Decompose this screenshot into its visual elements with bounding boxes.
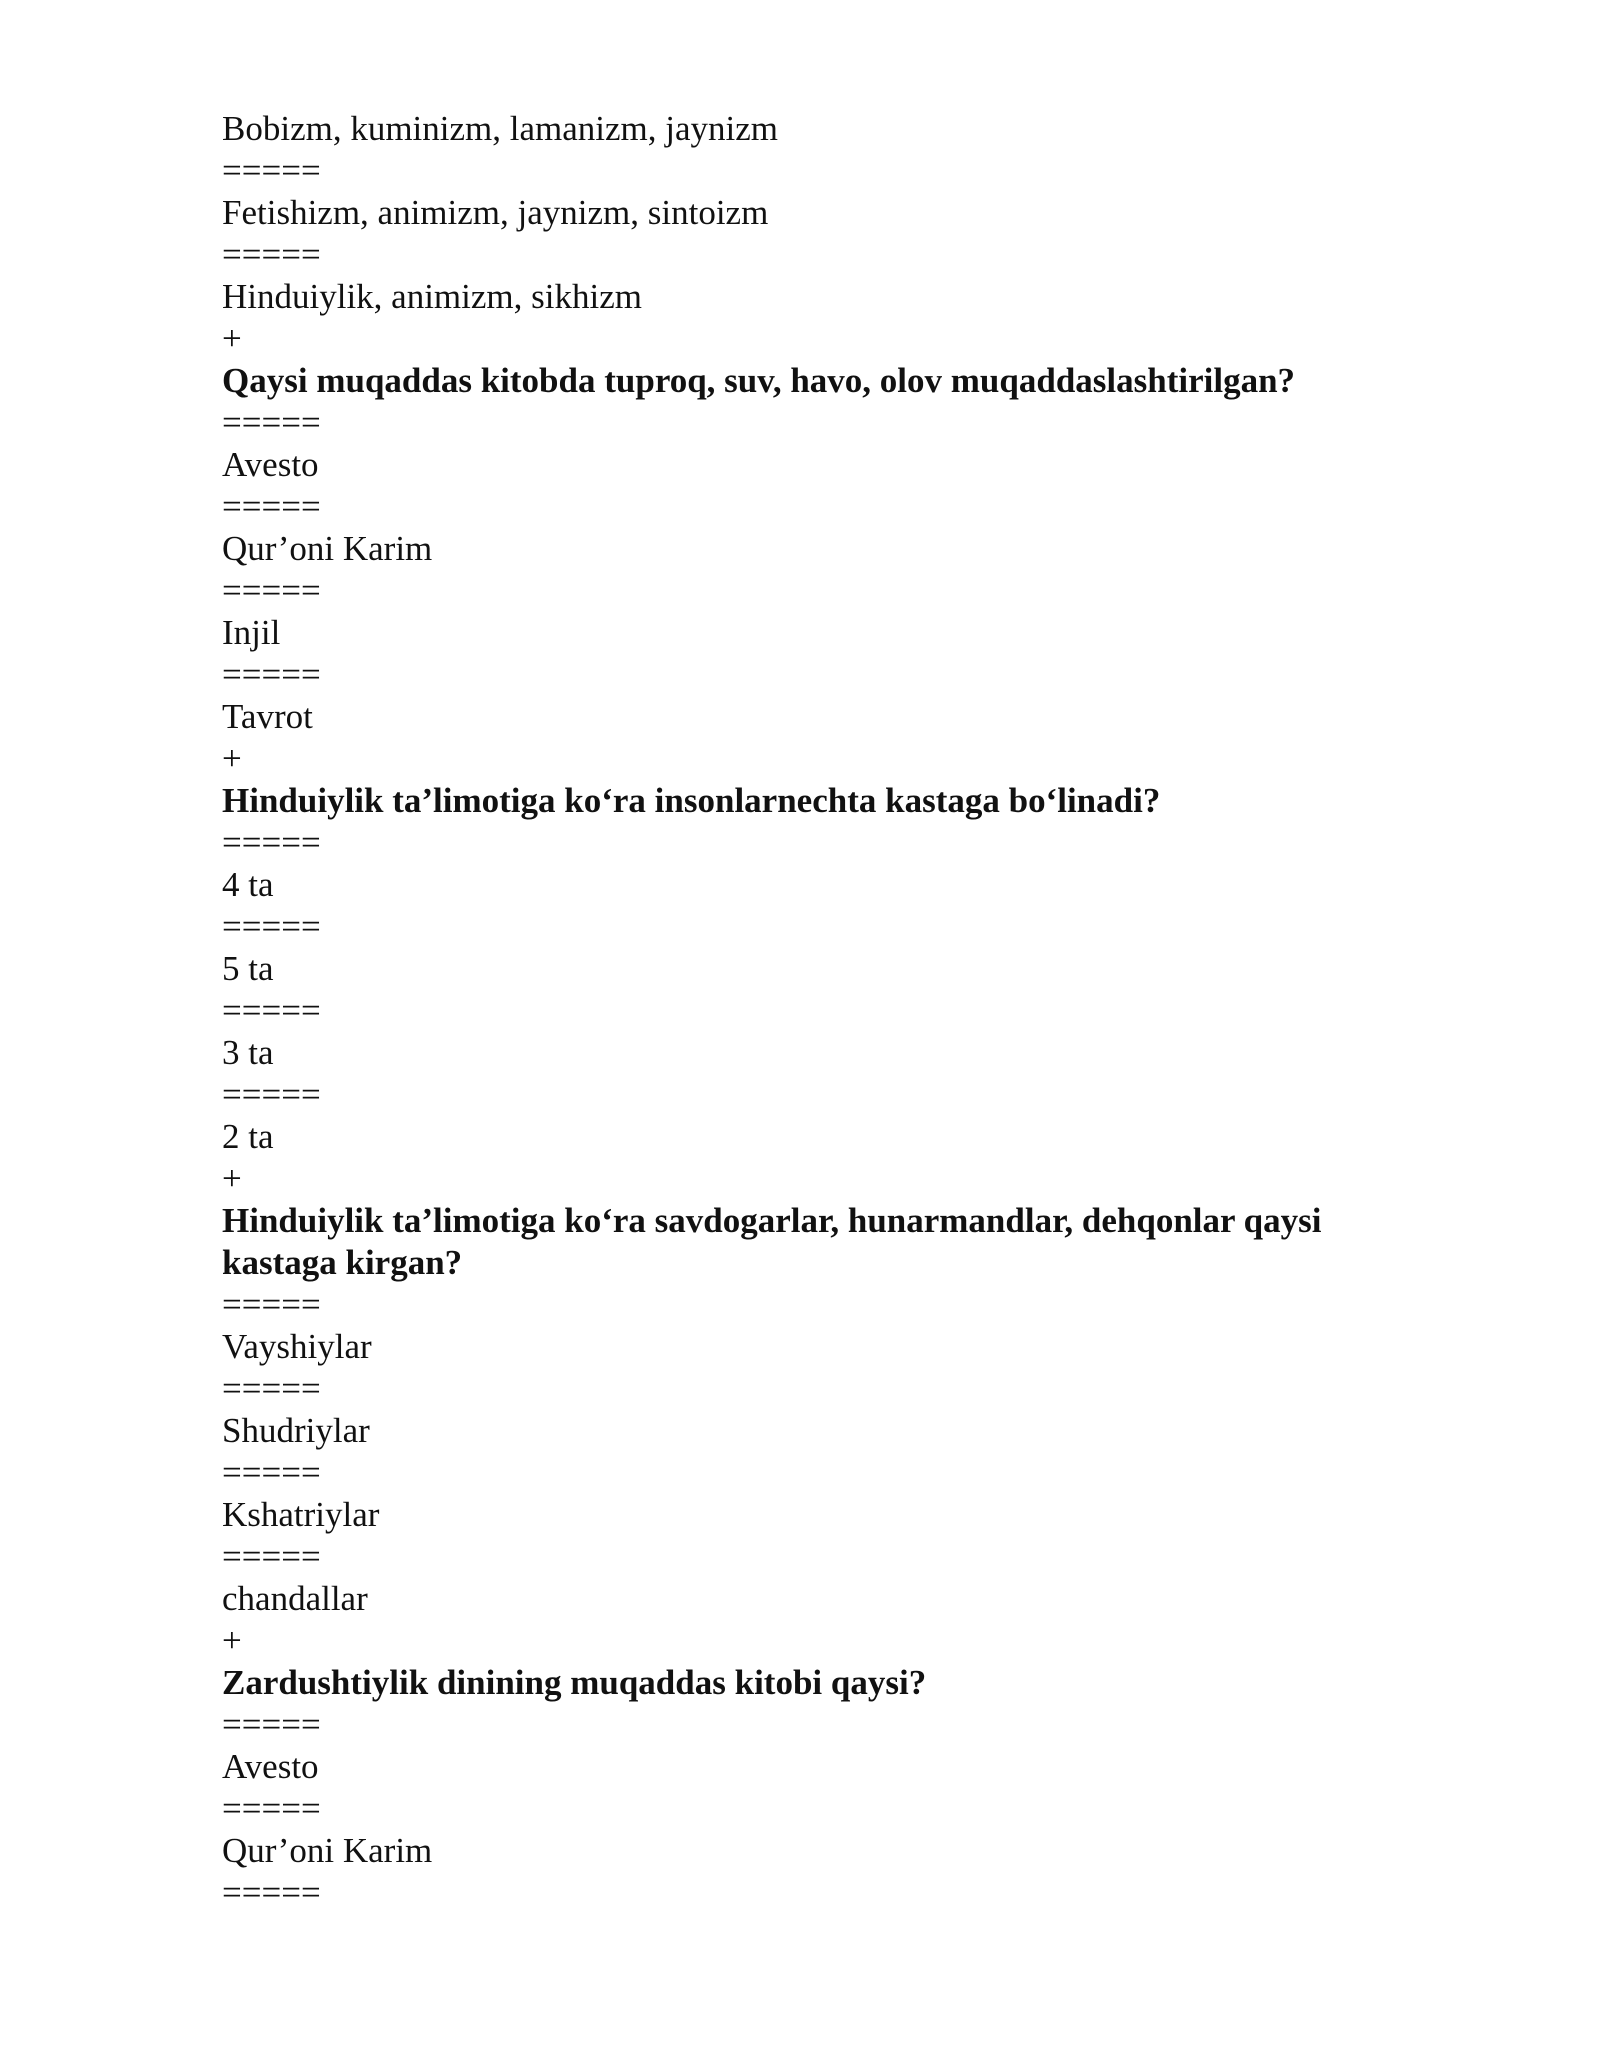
separator: ===== (222, 1873, 321, 1912)
separator: ===== (222, 823, 321, 862)
answer-option: Bobizm, kuminizm, lamanizm, jaynizm (222, 109, 779, 148)
separator: ===== (222, 1537, 321, 1576)
separator: ===== (222, 1285, 321, 1324)
answer-option: Qur’oni Karim (222, 1831, 433, 1870)
separator: ===== (222, 403, 321, 442)
question-marker: + (222, 319, 242, 358)
answer-option: Tavrot (222, 697, 313, 736)
separator: ===== (222, 1705, 321, 1744)
question-marker: + (222, 1621, 242, 1660)
answer-option: 2 ta (222, 1117, 274, 1156)
separator: ===== (222, 151, 321, 190)
answer-option: Avesto (222, 445, 319, 484)
separator: ===== (222, 1453, 321, 1492)
question-text: Hinduiylik ta’limotiga ko‘ra insonlarnechta kastaga bo‘linadi? (222, 781, 1161, 820)
separator: ===== (222, 907, 321, 946)
question-text: Hinduiylik ta’limotiga ko‘ra savdogarlar, hunarmandlar, dehqonlar qaysi kastaga kirgan? (222, 1201, 1331, 1282)
answer-option: Avesto (222, 1747, 319, 1786)
answer-option: Injil (222, 613, 281, 652)
answer-option: 5 ta (222, 949, 274, 988)
separator: ===== (222, 655, 321, 694)
document-body (222, 108, 1402, 1914)
separator: ===== (222, 571, 321, 610)
answer-option: Shudriylar (222, 1411, 370, 1450)
separator: ===== (222, 991, 321, 1030)
separator: ===== (222, 487, 321, 526)
question-text: Qaysi muqaddas kitobda tuproq, suv, havo, olov muqaddaslashtirilgan? (222, 361, 1296, 400)
answer-option: 3 ta (222, 1033, 274, 1072)
question-text: Zardushtiylik dinining muqaddas kitobi qaysi? (222, 1663, 927, 1702)
answer-option: chandallar (222, 1579, 368, 1618)
separator: ===== (222, 1369, 321, 1408)
question-marker: + (222, 1159, 242, 1198)
answer-option: Hinduiylik, animizm, sikhizm (222, 277, 642, 316)
question-marker: + (222, 739, 242, 778)
answer-option: Kshatriylar (222, 1495, 380, 1534)
answer-option: Fetishizm, animizm, jaynizm, sintoizm (222, 193, 769, 232)
separator: ===== (222, 235, 321, 274)
answer-option: Vayshiylar (222, 1327, 372, 1366)
answer-option: 4 ta (222, 865, 274, 904)
separator: ===== (222, 1075, 321, 1114)
separator: ===== (222, 1789, 321, 1828)
answer-option: Qur’oni Karim (222, 529, 433, 568)
